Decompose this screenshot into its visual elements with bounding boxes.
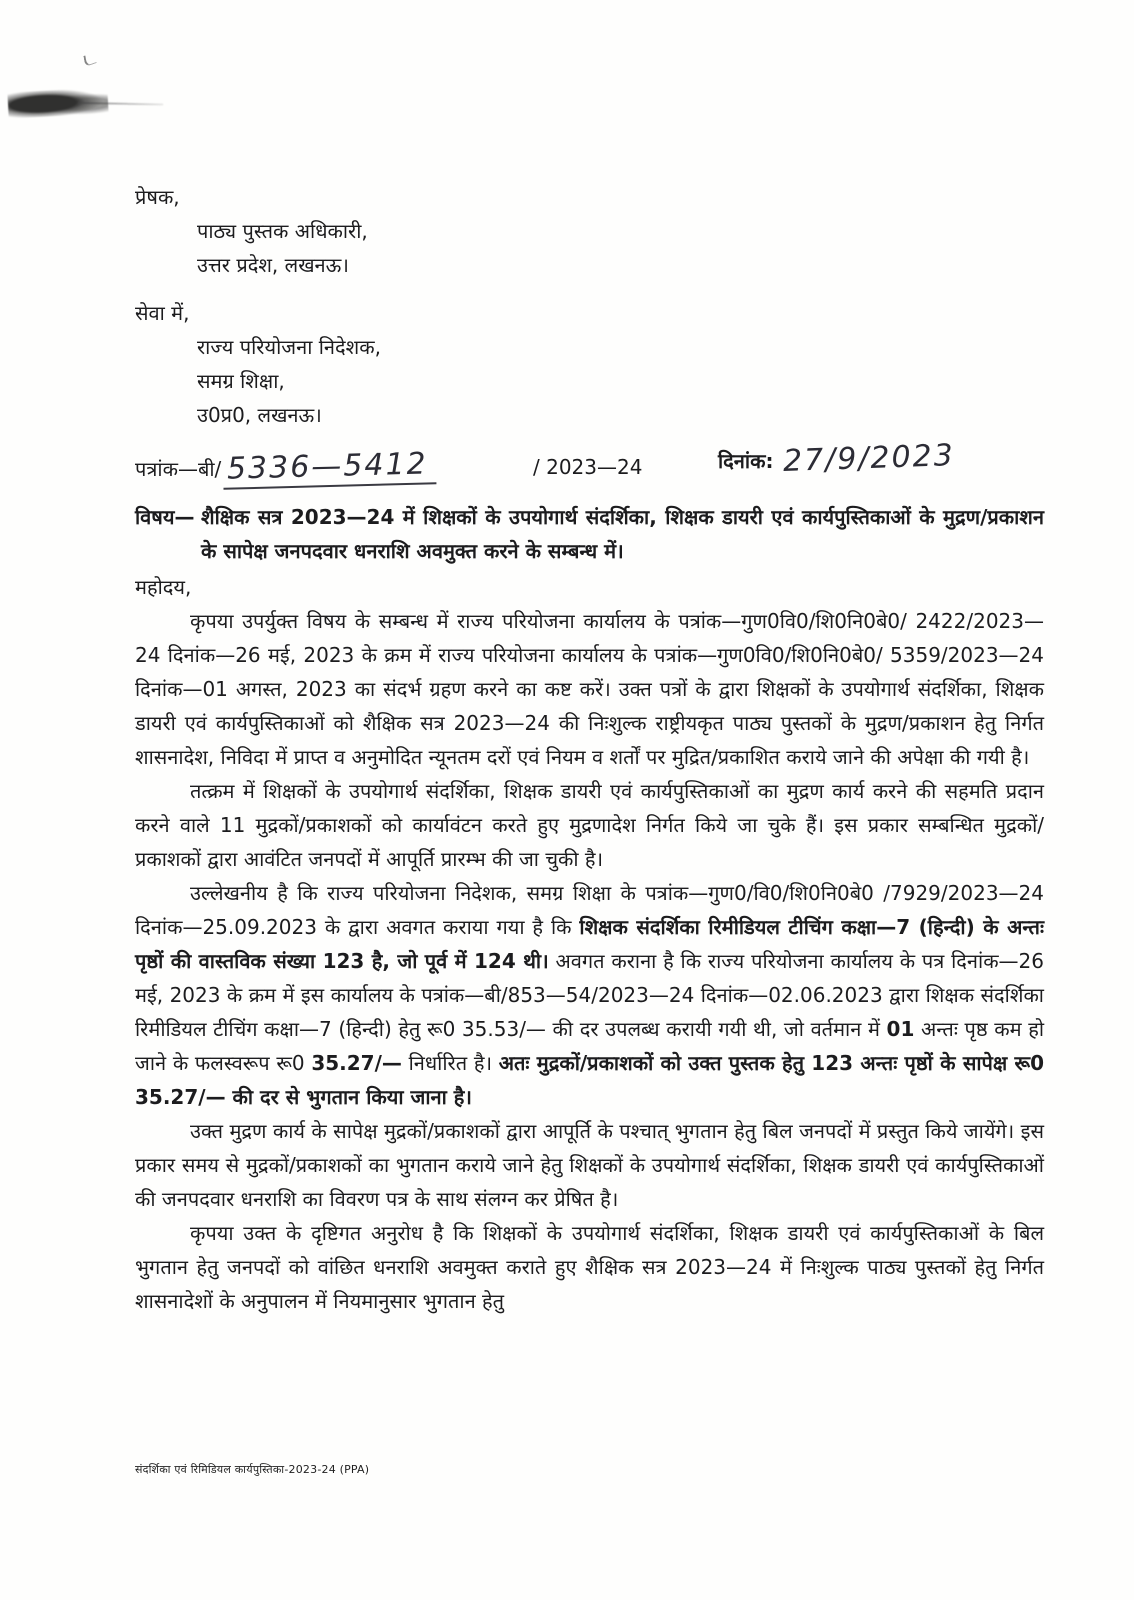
sender-block [135, 180, 1044, 282]
recipient-block [135, 296, 1044, 432]
letter-number [135, 446, 436, 487]
letter-number-label: पत्रांक—बी/ [135, 457, 222, 481]
text-run: अन्तः पृष्ठ कम हो जाने के फलस्वरूप रू0 [135, 1017, 1044, 1075]
text-run: शिक्षक संदर्शिका रिमीडियल टीचिंग कक्षा—7 (हिन्दी) के अन्तः पृष्ठों की वास्तविक संख्या 123 है, जो पूर्व में 124 थी। [135, 915, 1044, 973]
paragraph-4 [135, 1114, 1044, 1216]
subject-text: शैक्षिक सत्र 2023—24 में शिक्षकों के उपयोगार्थ संदर्शिका, शिक्षक डायरी एवं कार्यपुस्तिकाओं के मुद्रण/प्रकाशन के सापेक्ष जनपदवार धनराशि अवमुक्त करने के सम्बन्ध में। [201, 505, 1044, 563]
recipient-label: सेवा में, [135, 301, 190, 325]
text-run: उक्त मुद्रण कार्य के सापेक्ष मुद्रकों/प्रकाशकों द्वारा आपूर्ति के पश्चात् भुगतान हेतु बिल जनपदों में प्रस्तुत किये जायेंगे। इस प्रकार समय से मुद्रकों/प्रकाशकों का भुगतान कराये जाने हेतु शिक्षकों के उपयोगार्थ संदर्शिका, शिक्षक डायरी एवं कार्यपुस्तिकाओं की जनपदवार धनराशि का विवरण पत्र के साथ संलग्न कर प्रेषित है। [135, 1119, 1044, 1211]
paragraph-1 [135, 604, 1044, 774]
text-run: 35.27/— [311, 1051, 402, 1075]
recipient-line: उ0प्र0, लखनऊ। [197, 403, 322, 427]
reference-line [135, 440, 1044, 494]
sender-line: उत्तर प्रदेश, लखनऊ। [197, 253, 349, 277]
text-run: कृपया उक्त के दृष्टिगत अनुरोध है कि शिक्षकों के उपयोगार्थ संदर्शिका, शिक्षक डायरी एवं कार्यपुस्तिकाओं के बिल भुगतान हेतु जनपदों को वांछित धनराशि अवमुक्त कराते हुए शैक्षिक सत्र 2023—24 में निःशुल्क पाठ्य पुस्तकों हेतु निर्गत शासनादेशों के अनुपालन में नियमानुसार भुगतान हेतु [135, 1221, 1044, 1313]
text-run: अवगत कराना है कि राज्य परियोजना कार्यालय के पत्र दिनांक—26 मई, 2023 के क्रम में इस कार्यालय के पत्रांक—बी/853—54/2023—24 दिनांक—02.06.2023 द्वारा शिक्षक संदर्शिका रिमीडियल टीचिंग कक्षा—7 (हिन्दी) हेतु रू0 35.53/— की दर उपलब्ध करायी गयी थी, जो वर्तमान में [135, 949, 1044, 1041]
text-run: अतः मुद्रकों/प्रकाशकों को उक्त पुस्तक हेतु 123 अन्तः पृष्ठों के सापेक्ष रू0 35.27/— की दर से भुगतान किया जाना है। [135, 1051, 1044, 1109]
salutation: महोदय, [135, 575, 192, 599]
sender-label: प्रेषक, [135, 185, 180, 209]
text-run: तत्क्रम में शिक्षकों के उपयोगार्थ संदर्शिका, शिक्षक डायरी एवं कार्यपुस्तिकाओं का मुद्रण कार्य करने की सहमति प्रदान करने वाले 11 मुद्रकों/प्रकाशकों को कार्यावंटन करते हुए मुद्रणादेश निर्गत किये जा चुके हैं। इस प्रकार सम्बन्धित मुद्रकों/प्रकाशकों द्वारा आवंटित जनपदों में आपूर्ति प्रारम्भ की जा चुकी है। [135, 779, 1044, 871]
paragraph-2 [135, 774, 1044, 876]
subject-line [135, 500, 1044, 568]
text-run: उल्लेखनीय है कि राज्य परियोजना निदेशक, समग्र शिक्षा के पत्रांक—गुण0/वि0/शि0नि0बे0 /7929/2023—24 दिनांक—25.09.2023 के द्वारा अवगत कराया गया है कि [135, 881, 1044, 939]
text-run: निर्धारित है। [401, 1051, 499, 1075]
paragraph-5 [135, 1216, 1044, 1318]
text-run: 01 [886, 1017, 915, 1041]
letter-number-year: / 2023—24 [533, 455, 643, 479]
letter-number-handwritten: 5336—5412 [223, 447, 437, 490]
paragraph-3 [135, 876, 1044, 1114]
subject-label: विषय— [135, 505, 195, 529]
recipient-line: समग्र शिक्षा, [197, 369, 285, 393]
footer-note: संदर्शिका एवं रिमिडियल कार्यपुस्तिका-2023-24 (PPA) [135, 1463, 370, 1476]
letter-date [718, 438, 956, 479]
text-run: कृपया उपर्युक्त विषय के सम्बन्ध में राज्य परियोजना कार्यालय के पत्रांक—गुण0वि0/शि0नि0बे0/ 2422/2023—24 दिनांक—26 मई, 2023 के क्रम में राज्य परियोजना कार्यालय के पत्रांक—गुण0वि0/शि0नि0बे0/ 5359/2023—24 दिनांक—01 अगस्त, 2023 का संदर्भ ग्रहण करने का कष्ट करें। उक्त पत्रों के द्वारा शिक्षकों के उपयोगार्थ संदर्शिका, शिक्षक डायरी एवं कार्यपुस्तिकाओं को शैक्षिक सत्र 2023—24 की निःशुल्क राष्ट्रीयकृत पाठ्य पुस्तकों के मुद्रण/प्रकाशन हेतु निर्गत शासनादेश, निविदा में प्राप्त व अनुमोदित न्यूनतम दरों एवं नियम व शर्तों पर मुद्रित/प्रकाशित कराये जाने की अपेक्षा की गयी है। [135, 609, 1044, 769]
recipient-line: राज्य परियोजना निदेशक, [197, 335, 381, 359]
date-label: दिनांक: [718, 449, 774, 473]
date-handwritten: 27/9/2023 [782, 438, 956, 479]
sender-line: पाठ्य पुस्तक अधिकारी, [197, 219, 368, 243]
